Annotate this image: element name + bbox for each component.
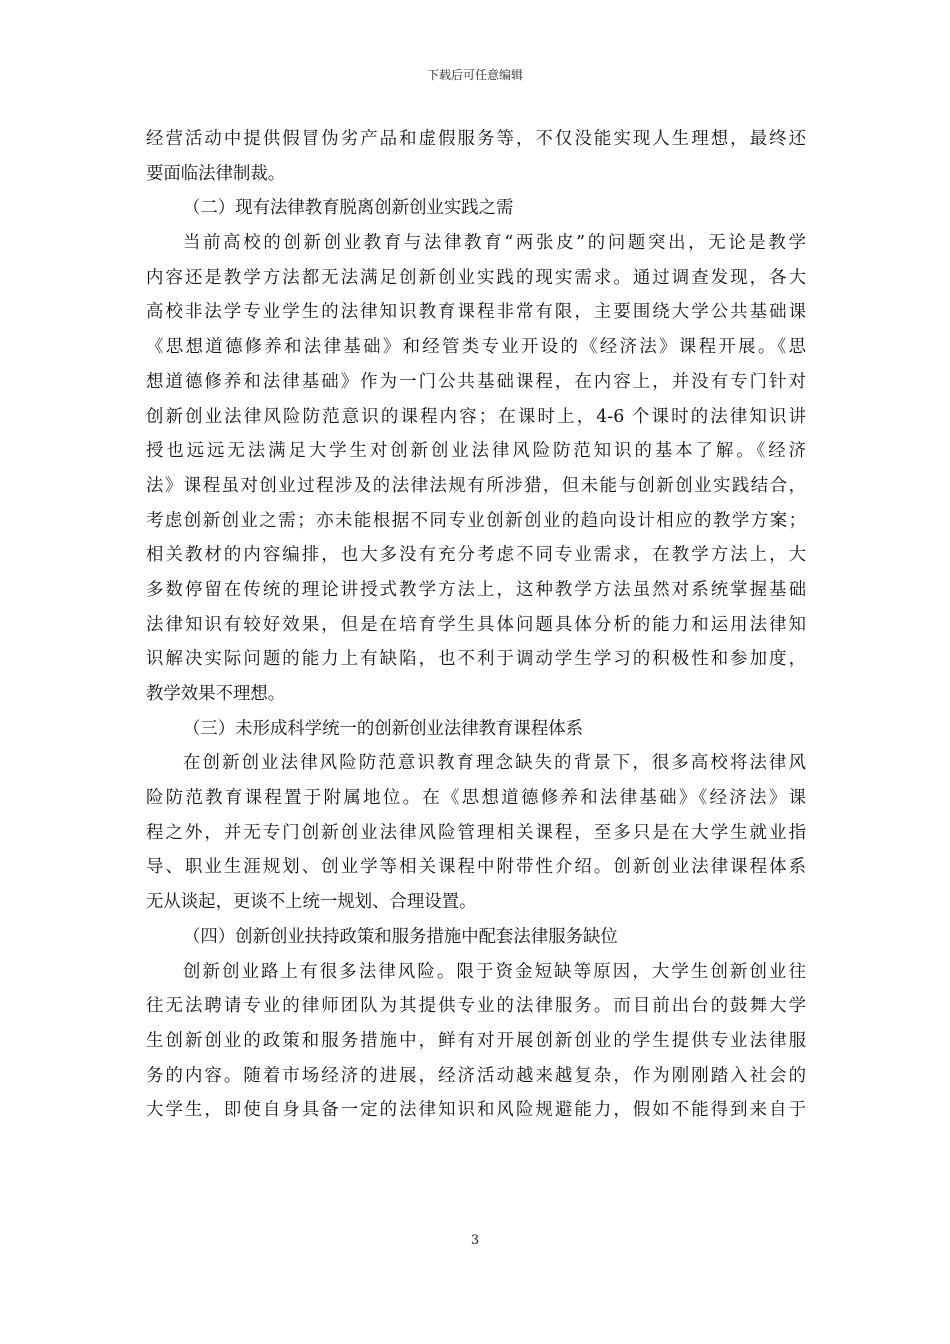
body-line: 法》课程虽对创业过程涉及的法律法规有所涉猎，但未能与创新创业实践结合， [146, 475, 806, 496]
body-line: 要面临法律制裁。 [146, 163, 286, 184]
body-line: 识解决实际问题的能力上有缺陷，也不利于调动学生学习的积极性和参加度， [146, 649, 806, 670]
body-line: 在创新创业法律风险防范意识教育理念缺失的背景下，很多高校将法律风 [183, 753, 806, 774]
body-line: 多数停留在传统的理论讲授式教学方法上，这种教学方法虽然对系统掌握基础 [146, 579, 806, 600]
body-line: 想道德修养和法律基础》作为一门公共基础课程，在内容上，并没有专门针对 [146, 371, 806, 392]
body-line: 险防范教育课程置于附属地位。在《思想道德修养和法律基础》《经济法》课 [146, 788, 806, 809]
body-line: 《思想道德修养和法律基础》和经管类专业开设的《经济法》课程开展。《思 [146, 337, 806, 358]
body-line: 内容还是教学方法都无法满足创新创业实践的现实需求。通过调查发现，各大 [146, 267, 806, 288]
body-line: 程之外，并无专门创新创业法律风险管理相关课程，至多只是在大学生就业指 [146, 822, 806, 843]
body-line: 往无法聘请专业的律师团队为其提供专业的法律服务。而目前出台的鼓舞大学 [146, 996, 806, 1017]
body-line: 高校非法学专业学生的法律知识教育课程非常有限，主要围绕大学公共基础课 [146, 302, 806, 323]
body-line: 法律知识有较好效果，但是在培育学生具体问题具体分析的能力和运用法律知 [146, 614, 806, 635]
body-line: 授也远远无法满足大学生对创新创业法律风险防范知识的基本了解。《经济 [146, 441, 806, 462]
page-header: 下载后可任意编辑 [426, 68, 523, 82]
body-line: 生创新创业的政策和服务措施中，鲜有对开展创新创业的学生提供专业法律服 [146, 1030, 806, 1051]
body-line: 考虑创新创业之需；亦未能根据不同专业创新创业的趋向设计相应的教学方案； [146, 510, 806, 531]
section-heading: （三）未形成科学统一的创新创业法律教育课程体系 [183, 718, 583, 739]
body-line: 大学生，即使自身具备一定的法律知识和风险规避能力，假如不能得到来自于 [146, 1100, 806, 1121]
section-heading: （二）现有法律教育脱离创新创业实践之需 [183, 198, 514, 219]
section-heading: （四）创新创业扶持政策和服务措施中配套法律服务缺位 [183, 926, 618, 947]
body-line: 当前高校的创新创业教育与法律教育“两张皮”的问题突出，无论是教学 [183, 233, 806, 254]
body-line: 无从谈起，更谈不上统一规划、合理设置。 [146, 892, 477, 913]
page-number: 3 [470, 1233, 480, 1248]
body-line: 创新创业法律风险防范意识的课程内容；在课时上，4-6 个课时的法律知识讲 [146, 406, 806, 427]
body-line: 导、职业生涯规划、创业学等相关课程中附带性介绍。创新创业法律课程体系 [146, 857, 806, 878]
body-line: 创新创业路上有很多法律风险。限于资金短缺等原因，大学生创新创业往 [183, 961, 806, 982]
body-line: 务的内容。随着市场经济的进展，经济活动越来越复杂，作为刚刚踏入社会的 [146, 1065, 806, 1086]
body-line: 经营活动中提供假冒伪劣产品和虚假服务等，不仅没能实现人生理想，最终还 [146, 129, 806, 149]
body-line: 相关教材的内容编排，也大多没有充分考虑不同专业需求，在教学方法上，大 [146, 545, 806, 566]
document-body [146, 122, 806, 1128]
body-line: 教学效果不理想。 [146, 684, 286, 704]
